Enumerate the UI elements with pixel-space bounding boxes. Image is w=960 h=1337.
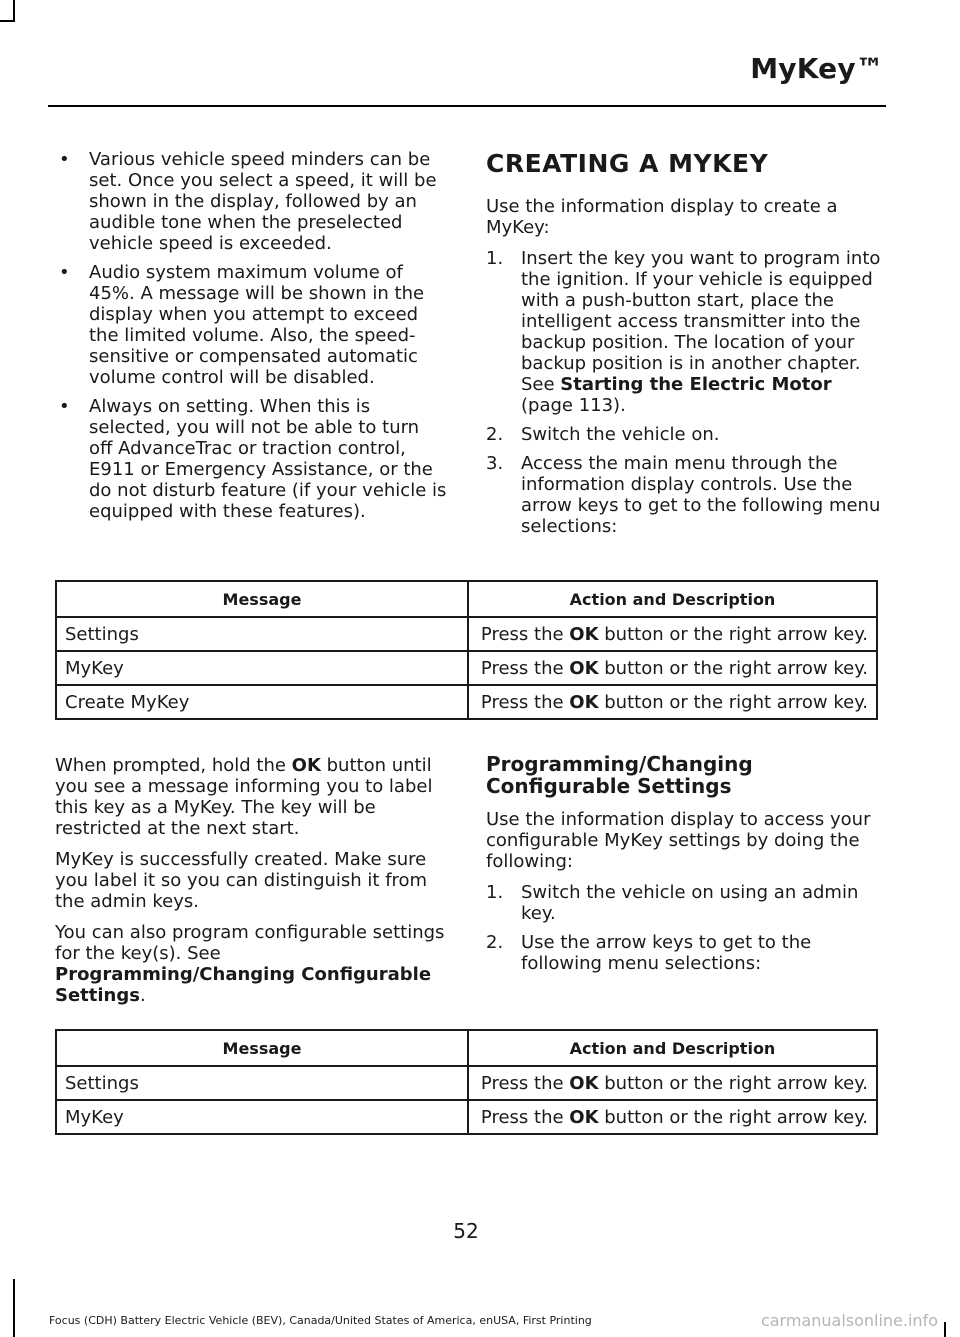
action-cell <box>468 617 877 651</box>
page-number: 52 <box>453 1219 479 1243</box>
message-cell: Settings <box>56 617 468 651</box>
heading-creating-mykey: CREATING A MYKEY <box>486 149 769 178</box>
creating-intro: Use the information display to create a MyKey: <box>486 196 838 238</box>
step-number: 3. <box>486 453 504 474</box>
action-text-end: button or the right arrow key. <box>598 657 868 679</box>
step-number: 2. <box>486 424 504 445</box>
action-text-end: button or the right arrow key. <box>598 623 868 645</box>
programming-step-2 <box>486 932 886 974</box>
column-header-message: Message <box>56 581 468 617</box>
table-row <box>56 651 877 685</box>
action-cell <box>468 685 877 719</box>
table-row <box>56 1100 877 1134</box>
ok-label: OK <box>569 623 599 645</box>
ok-label: OK <box>569 1106 599 1128</box>
action-text: Press the <box>480 623 570 645</box>
step-number: 1. <box>486 248 504 269</box>
action-text: Press the <box>480 1106 570 1128</box>
bullet-speed-minders: • Various vehicle speed minders can be set. Once you select a speed, it will be shown in the display, followed by an audible tone when the preselected vehicle speed is exceeded. <box>55 149 447 254</box>
ok-label: OK <box>569 691 599 713</box>
step-text: Switch the vehicle on using an admin key. <box>521 882 859 924</box>
step-text: Use the arrow keys to get to the following menu selections: <box>521 932 812 974</box>
ok-label: OK <box>569 657 599 679</box>
crop-mark-bottom-right-vertical <box>944 1322 946 1337</box>
step-number: 1. <box>486 882 504 903</box>
ok-label: OK <box>569 1072 599 1094</box>
crop-mark-top-left-vertical <box>13 0 15 22</box>
creating-step-2 <box>486 424 886 445</box>
bullet-always-on: • Always on setting. When this is selected, you will not be able to turn off AdvanceTrac or traction control, E911 or Emergency Assistance, or the do not disturb feature (if your vehicle is equipped with these features). <box>55 396 447 522</box>
bullet-audio-volume: • Audio system maximum volume of 45%. A message will be shown in the display when you attempt to exceed the limited volume. Also, the speed-sensitive or compensated automatic volume control will be disabled. <box>55 262 447 388</box>
ok-label: OK <box>291 755 321 776</box>
left-column-created-text <box>55 755 447 1016</box>
message-cell: MyKey <box>56 651 468 685</box>
table-row <box>56 685 877 719</box>
action-text-end: button or the right arrow key. <box>598 1072 868 1094</box>
action-text: Press the <box>480 657 570 679</box>
create-mykey-menu-table <box>55 580 878 720</box>
table-row <box>56 617 877 651</box>
table-row <box>56 1066 877 1100</box>
step-text: Insert the key you want to program into the ignition. If your vehicle is equipped with a push-button start, place the intelligent access transmitter into the backup position. The location of your backup position is in another chapter. See <box>521 248 881 395</box>
creating-step-1 <box>486 248 886 416</box>
message-cell: Settings <box>56 1066 468 1100</box>
message-cell: MyKey <box>56 1100 468 1134</box>
footer-edition-text: Focus (CDH) Battery Electric Vehicle (BEV), Canada/United States of America, enUSA, First Printing <box>49 1314 592 1327</box>
programming-intro: Use the information display to access your configurable MyKey settings by doing the following: <box>486 809 871 872</box>
section-programming-settings <box>486 753 886 982</box>
table-header-row <box>56 1030 877 1066</box>
created-paragraph: MyKey is successfully created. Make sure you label it so you can distinguish it from the admin keys. <box>55 849 428 912</box>
page-header-title: MyKey™ <box>750 52 884 85</box>
step-text: Switch the vehicle on. <box>521 424 720 445</box>
prompt-text: When prompted, hold the <box>55 755 292 776</box>
column-header-action: Action and Description <box>468 1030 877 1066</box>
step-text: Access the main menu through the information display controls. Use the arrow keys to get to the following menu selections: <box>521 453 881 537</box>
section-creating-mykey <box>486 150 886 545</box>
left-column-bullets <box>55 149 447 530</box>
action-cell <box>468 1100 877 1134</box>
table-header-row <box>56 581 877 617</box>
crop-mark-top-left-horizontal <box>0 20 15 22</box>
message-cell: Create MyKey <box>56 685 468 719</box>
action-cell <box>468 651 877 685</box>
column-header-action: Action and Description <box>468 581 877 617</box>
program-paragraph <box>55 922 447 1006</box>
header-rule <box>48 105 886 107</box>
watermark-text: carmanualsonline.info <box>760 1311 938 1330</box>
action-text: Press the <box>480 691 570 713</box>
program-text: You can also program configurable settings for the key(s). See <box>55 922 445 964</box>
heading-programming-settings: Programming/Changing Configurable Settings <box>486 752 753 798</box>
programming-step-1 <box>486 882 886 924</box>
action-text-end: button or the right arrow key. <box>598 691 868 713</box>
action-cell <box>468 1066 877 1100</box>
creating-step-3 <box>486 453 886 537</box>
prompt-paragraph <box>55 755 447 839</box>
step-text-page: (page 113). <box>521 395 626 416</box>
prompt-text-end: button until you see a message informing you to label this key as a MyKey. The key will be restricted at the next start. <box>55 755 433 839</box>
program-text-end: . <box>139 985 146 1006</box>
crop-mark-bottom-left-vertical <box>13 1279 15 1337</box>
cross-reference: Starting the Electric Motor <box>560 374 832 395</box>
action-text: Press the <box>480 1072 570 1094</box>
step-number: 2. <box>486 932 504 953</box>
column-header-message: Message <box>56 1030 468 1066</box>
action-text-end: button or the right arrow key. <box>598 1106 868 1128</box>
configure-mykey-menu-table <box>55 1029 878 1135</box>
cross-reference: Programming/Changing Configurable Settings <box>55 964 432 1006</box>
